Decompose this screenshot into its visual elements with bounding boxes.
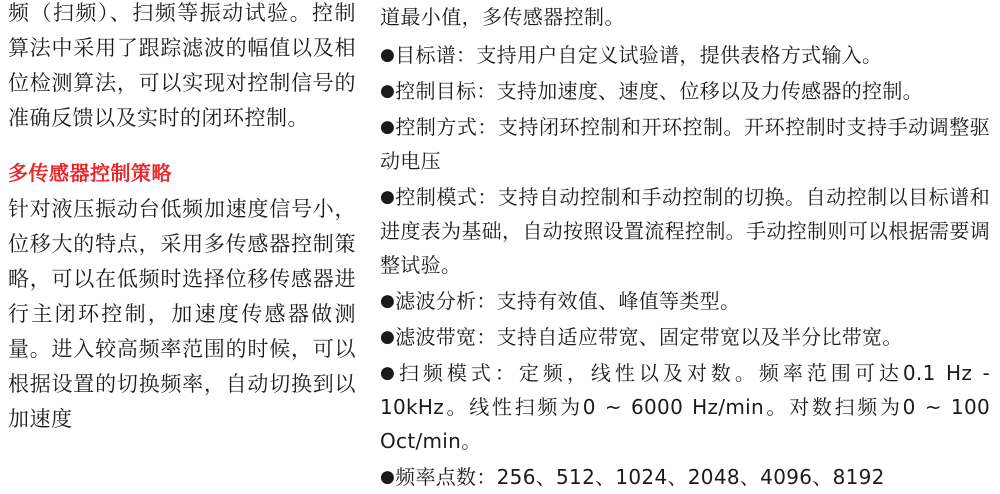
section-heading-multi-sensor: 多传感器控制策略	[8, 161, 172, 185]
bullet-dot-icon: ●	[380, 363, 399, 383]
left-paragraph-1: 频（扫频）、扫频等振动试验。控制算法中采用了跟踪滤波的幅值以及相位检测算法，可以实现对控制信号的准确反馈以及实时的闭环控制。	[8, 1, 356, 130]
bullet-dot-icon: ●	[380, 467, 396, 487]
bullet-dot-icon: ●	[380, 117, 396, 137]
bullet-text: 支持用户自定义试验谱，提供表格方式输入。	[476, 43, 883, 67]
bullet-text: 256、512、1024、2048、4096、8192	[496, 465, 885, 489]
bullet-control-mode	[380, 180, 990, 282]
bullet-label: 控制模式：	[395, 185, 498, 209]
bullet-label: 控制方式：	[395, 115, 498, 139]
right-column	[380, 0, 1000, 489]
bullet-frequency-points	[380, 460, 990, 494]
bullet-target-spectrum	[380, 38, 990, 72]
bullet-filter-bandwidth	[380, 320, 990, 354]
bullet-label: 滤波分析：	[395, 289, 497, 313]
bullet-label: 扫频模式：	[398, 361, 519, 385]
bullet-text: 支持加速度、速度、位移以及力传感器的控制。	[496, 79, 923, 103]
bullet-text: 支持闭环控制和开环控制。开环控制时支持手动调整驱动电压	[380, 115, 991, 173]
bullet-dot-icon: ●	[380, 45, 396, 65]
bullet-label: 滤波带宽：	[395, 325, 497, 349]
bullet-text: 支持有效值、峰值等类型。	[496, 289, 741, 313]
bullet-dot-icon: ●	[380, 327, 396, 347]
bullet-filter-analysis	[380, 284, 990, 318]
bullet-text: 支持自适应带宽、固定带宽以及半分比带宽。	[496, 325, 903, 349]
bullet-label: 频率点数：	[395, 465, 497, 489]
bullet-text: 支持自动控制和手动控制的切换。自动控制以目标谱和进度表为基础，自动按照设置流程控制。手动控制则可以根据需要调整试验。	[380, 185, 991, 277]
left-column	[0, 0, 380, 431]
bullet-frequency-points-clipped	[380, 460, 990, 489]
bullet-dot-icon: ●	[380, 291, 396, 311]
bullet-sweep-mode	[380, 356, 990, 458]
bullet-control-method	[380, 110, 990, 178]
bullet-dot-icon: ●	[380, 81, 396, 101]
bullet-text: 定频，线性以及对数。频率范围可达0.1 Hz - 10kHz。线性扫频为0 ~ 6000 Hz/min。对数扫频为0 ~ 100 Oct/min。	[380, 361, 990, 453]
bullet-dot-icon: ●	[380, 187, 396, 207]
bullet-control-target	[380, 74, 990, 108]
left-paragraph-2: 针对液压振动台低频加速度信号小，位移大的特点，采用多传感器控制策略，可以在低频时选择位移传感器进行主闭环控制，加速度传感器做测量。进入较高频率范围的时候，可以根据设置的切换频率，自动切换到以加速度	[8, 197, 356, 431]
bullet-label: 控制目标：	[395, 79, 497, 103]
right-lead-line: 道最小值，多传感器控制。	[380, 5, 625, 29]
bullet-label: 目标谱：	[395, 43, 477, 67]
